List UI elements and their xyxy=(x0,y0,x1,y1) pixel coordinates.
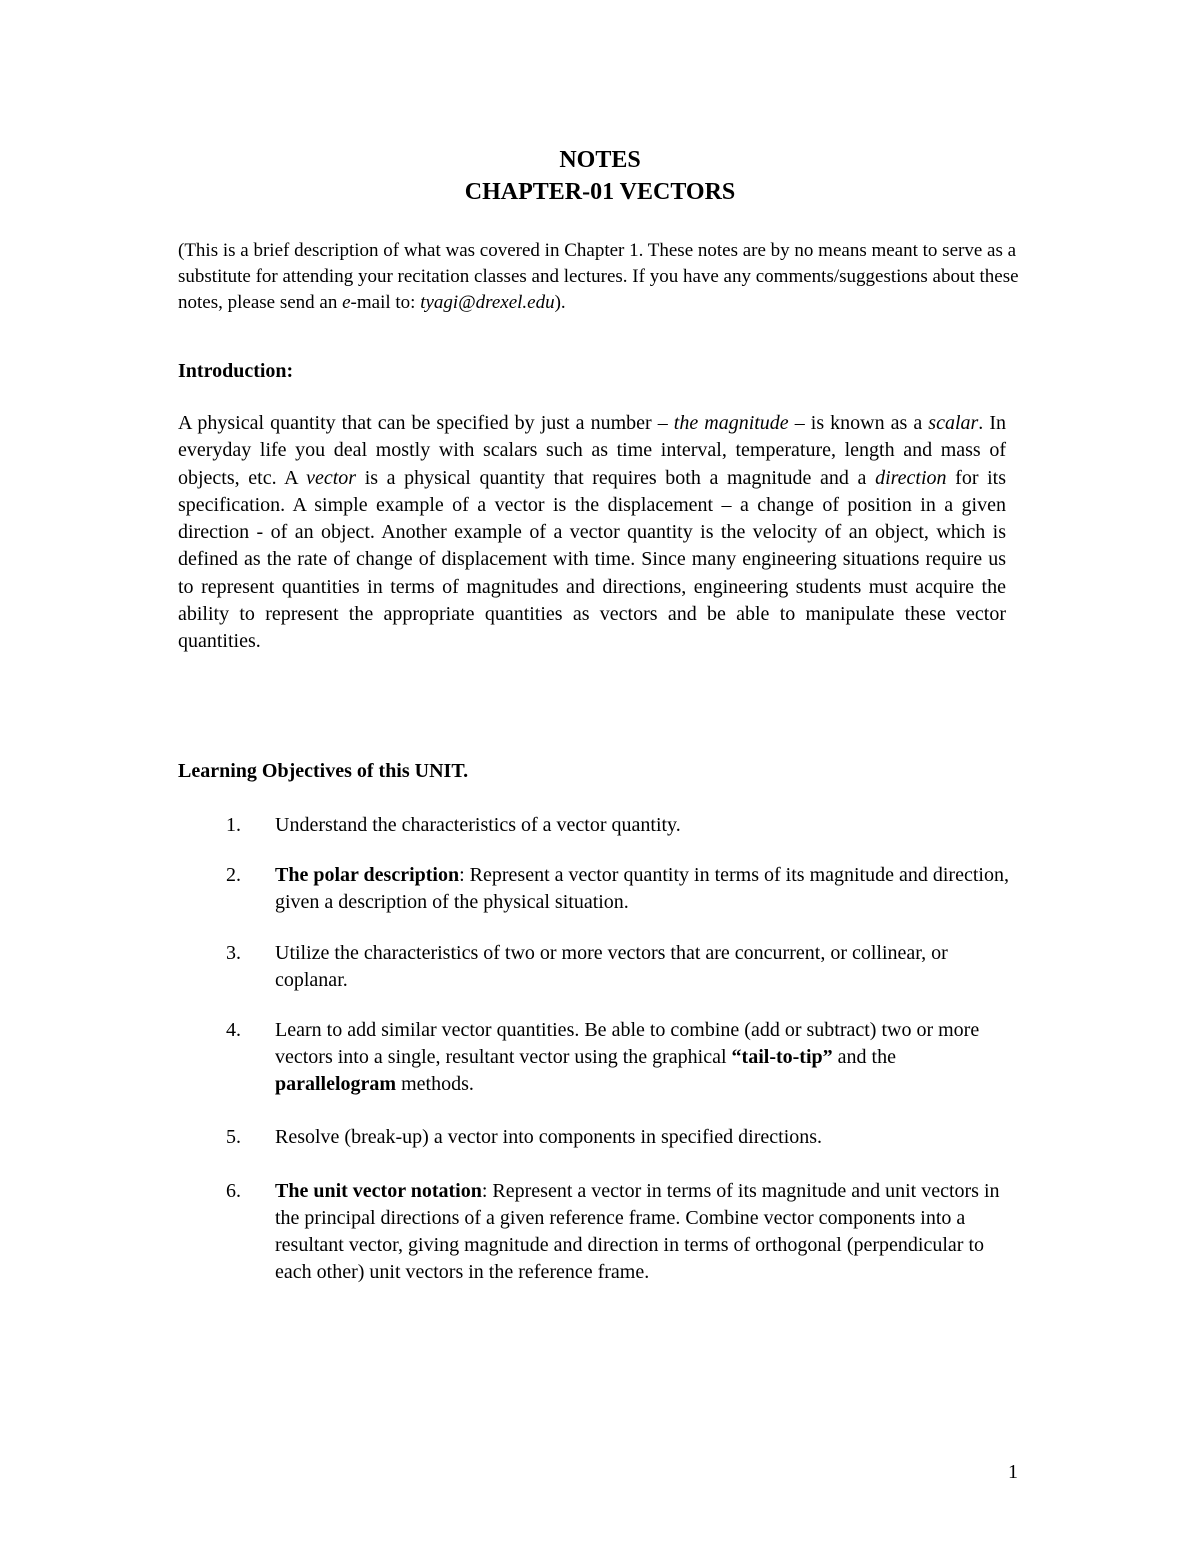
document-title: NOTES xyxy=(559,147,641,173)
intro-note-email-prefix: e xyxy=(342,292,351,313)
objective-item xyxy=(226,862,1026,916)
introduction-paragraph xyxy=(178,410,1006,656)
intro-note xyxy=(178,238,1023,316)
objective-item xyxy=(226,1124,1026,1151)
objective-item xyxy=(226,812,1026,839)
intro-text-3: . In everyday life you deal mostly with scalars such as time interval, temperature, length and mass of objects, etc. A xyxy=(178,412,1006,489)
intro-note-mid: -mail to: xyxy=(350,292,421,313)
objective-term-parallelogram: parallelogram xyxy=(275,1073,397,1095)
intro-term-scalar: scalar xyxy=(928,412,979,434)
objective-description: and the xyxy=(832,1046,896,1068)
objective-text xyxy=(275,1017,1015,1098)
objective-description: : Represent a vector in terms of its magnitude and unit vectors in the principal directions of a given reference frame. Combine vector components into a resultant vector, giving magnitude and direction in terms of orthogonal (perpendicular to each other) unit vectors in the reference frame. xyxy=(275,1180,1000,1283)
objective-number: 1. xyxy=(226,814,241,836)
intro-term-magnitude: the magnitude xyxy=(673,412,789,434)
objective-text xyxy=(275,862,1015,916)
page-number: 1 xyxy=(1008,1461,1018,1483)
contact-email-link[interactable]: tyagi@drexel.edu xyxy=(420,292,555,313)
objective-item xyxy=(226,940,1026,994)
intro-note-end: ). xyxy=(554,292,566,313)
intro-text-1: A physical quantity that can be specified by just a number – xyxy=(178,412,674,434)
intro-note-text: (This is a brief description of what was covered in Chapter 1. These notes are by no means meant to serve as a substitute for attending your recitation classes and lectures. If you have any comments/suggestions about these notes, please send an xyxy=(178,240,1019,313)
objective-term: The unit vector notation xyxy=(275,1180,482,1202)
objective-text xyxy=(275,1178,1015,1286)
objective-description: : Represent a vector quantity in terms of its magnitude and direction, given a description of the physical situation. xyxy=(275,864,1009,913)
intro-term-direction: direction xyxy=(875,466,947,489)
objective-term-tail-to-tip: “tail-to-tip” xyxy=(731,1046,833,1068)
objective-text: Resolve (break-up) a vector into components in specified directions. xyxy=(275,1126,823,1148)
intro-term-vector: vector xyxy=(306,466,357,489)
objective-term: The polar description xyxy=(275,864,460,886)
objective-description: methods. xyxy=(396,1073,474,1095)
introduction-heading: Introduction: xyxy=(178,360,294,382)
objective-text: Utilize the characteristics of two or more vectors that are concurrent, or collinear, or coplanar. xyxy=(275,942,948,991)
intro-text-2: – is known as a xyxy=(788,412,929,434)
objective-number: 2. xyxy=(226,864,241,886)
objective-description: Learn to add similar vector quantities. Be able to combine (add or subtract) two or more vectors into a single, resultant vector using the graphical xyxy=(275,1019,980,1068)
objective-text: Understand the characteristics of a vector quantity. xyxy=(275,814,681,836)
intro-text-4: is a physical quantity that requires both a magnitude and a xyxy=(356,466,876,489)
objectives-heading: Learning Objectives of this UNIT. xyxy=(178,760,469,782)
objective-number: 4. xyxy=(226,1019,241,1041)
objective-number: 6. xyxy=(226,1180,241,1202)
objective-item xyxy=(226,1017,1026,1098)
objective-item xyxy=(226,1178,1026,1286)
objective-number: 5. xyxy=(226,1126,241,1148)
objective-number: 3. xyxy=(226,942,241,964)
chapter-title: CHAPTER-01 VECTORS xyxy=(464,179,736,205)
intro-text-5: for its specification. A simple example of a vector is the displacement – a change of position in a given direction - of an object. Another example of a vector quantity is the velocity of an object, which is defined as the rate of change of displacement with time. Since many engineering situations require us to represent quantities in terms of magnitudes and directions, engineering students must acquire the ability to represent the appropriate quantities as vectors and be able to manipulate these vector quantities. xyxy=(178,466,1007,653)
